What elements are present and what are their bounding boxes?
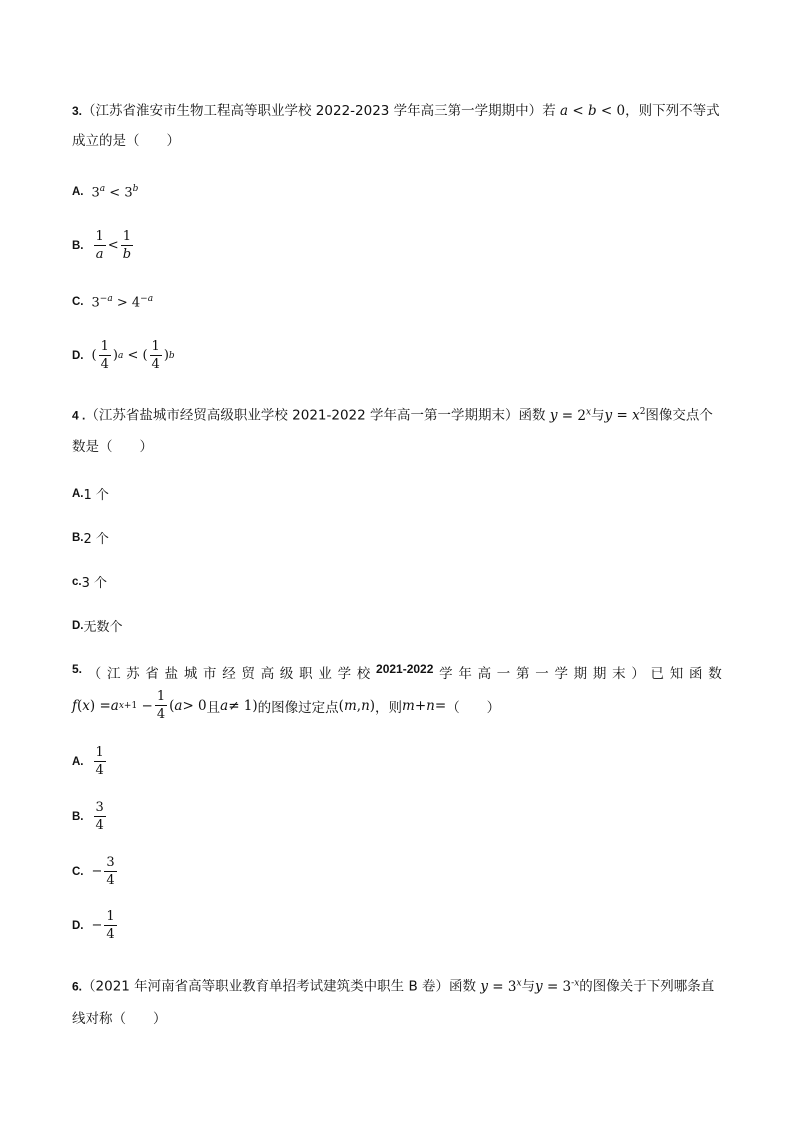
question-number: 4 . <box>72 408 86 423</box>
option-label: C. <box>72 865 84 878</box>
stem-text: 数是（ ） <box>72 439 153 455</box>
stem-text: 函数 <box>518 407 546 424</box>
question-number: 6. <box>72 979 83 994</box>
question-source: （江苏省淮安市生物工程高等职业学校 2022-2023 学年高三第一学期期中） <box>82 103 543 119</box>
option-5d[interactable]: D. − $\frac{1}{4}$ <box>72 909 115 942</box>
fraction: $\frac{1}{a}$ <box>95 229 104 262</box>
option-label: A. <box>72 755 84 768</box>
stem-text: 与 <box>591 407 605 424</box>
stem-text: 的图像关于下列哪条直 <box>579 978 715 995</box>
source-char: （ <box>87 666 102 682</box>
option-text: 2 个 <box>83 532 109 547</box>
stem-text: ，则 <box>375 699 403 716</box>
math-expression: $3^a < 3^b$ <box>91 184 139 201</box>
source-char: 职 <box>299 666 313 682</box>
option-3a[interactable] <box>72 184 138 200</box>
question-6-line-2 <box>72 1010 167 1028</box>
stem-text: 若 <box>542 103 556 119</box>
stem-text: 图像交点个 <box>645 407 713 424</box>
source-char: 学 <box>337 666 352 682</box>
question-5-line-1 <box>72 662 722 682</box>
source-char: 苏 <box>126 666 140 682</box>
fraction: $\frac{3}{4}$ <box>95 800 104 833</box>
option-3b[interactable]: B. $\frac{1}{a}$ < $\frac{1}{b}$ <box>72 229 132 262</box>
question-3-line-2 <box>72 132 180 150</box>
option-label: D. <box>72 919 84 932</box>
question-source: （2021 年河南省高等职业教育单招考试建筑类中职生 B 卷） <box>82 978 450 995</box>
source-char: 市 <box>203 666 217 682</box>
fraction: $\frac{1}{4}$ <box>156 689 166 722</box>
source-char: 学 <box>554 666 568 682</box>
question-6-line-1: 6.（2021 年河南省高等职业教育单招考试建筑类中职生 B 卷）函数 $y = 3^x$与$y = 3^{-x}$的图像关于下列哪条直 <box>72 978 715 995</box>
option-label: B. <box>72 810 84 823</box>
math-condition: a <box>559 103 569 119</box>
source-char: 经 <box>222 666 236 682</box>
source-char: 贸 <box>241 666 255 682</box>
fraction: $\frac{1}{b}$ <box>122 229 132 262</box>
option-text: 1 个 <box>83 488 109 503</box>
question-3-line-1: 3.（江苏省淮安市生物工程高等职业学校 2022-2023 学年高三第一学期期中）若 a < b < 0，则下列不等式 <box>72 103 720 119</box>
option-label: B. <box>72 531 84 544</box>
source-char: 已 <box>650 666 665 682</box>
stem-text: 函数 <box>449 978 477 995</box>
math-expression: $3^{-a} > 4^{-a}$ <box>91 294 154 311</box>
source-char: 江 <box>106 666 121 682</box>
option-5a[interactable] <box>72 744 108 779</box>
option-text: 3 个 <box>81 576 107 591</box>
source-char: 年 <box>458 666 472 682</box>
option-3d[interactable]: D. ( $\frac{1}{4}$ ) a < ( $\frac{1}{4}$ ) b <box>72 339 175 372</box>
stem-text: （ ） <box>446 699 501 716</box>
source-char: 高 <box>477 666 492 682</box>
source-char: 业 <box>318 666 332 682</box>
source-char: 第 <box>516 666 530 682</box>
source-char: ） <box>631 666 645 682</box>
option-label: D. <box>72 619 84 632</box>
option-3c[interactable] <box>72 294 153 310</box>
stem-text: 的图像过定点 <box>257 699 339 716</box>
source-char: 一 <box>535 666 549 682</box>
option-4c[interactable] <box>72 572 107 591</box>
question-number: 5. <box>72 662 83 676</box>
stem-text: ，则下列不等式 <box>625 103 720 119</box>
option-4a[interactable] <box>72 484 109 503</box>
option-4b[interactable] <box>72 528 109 547</box>
source-char: 一 <box>496 666 511 682</box>
stem-text: 线对称（ ） <box>72 1011 167 1027</box>
fraction: $\frac{3}{4}$ <box>106 855 115 888</box>
option-5b[interactable] <box>72 799 108 834</box>
source-char: 盐 <box>164 666 179 682</box>
stem-text: 与 <box>521 978 536 995</box>
option-text: 无数个 <box>83 620 123 635</box>
source-char: 末 <box>612 666 626 682</box>
option-label: A. <box>72 487 84 500</box>
option-label: C. <box>72 296 84 309</box>
option-4d[interactable] <box>72 616 123 635</box>
option-label: D. <box>72 349 84 362</box>
source-char: 知 <box>669 666 684 682</box>
source-char: 期 <box>573 666 588 682</box>
question-number: 3. <box>72 104 83 118</box>
source-char: 省 <box>145 666 159 682</box>
question-4-line-1: 4 .（江苏省盐城市经贸高级职业学校 2021-2022 学年高一第一学期期末）函数 $y = 2^x$与$y = x^2$图像交点个 <box>72 407 713 424</box>
option-5c[interactable]: C. − $\frac{3}{4}$ <box>72 855 115 888</box>
question-5-line-2: f ( x ) = a x+1 − $\frac{1}{4}$ ( a > 0 且 a ≠ 1) 的图像过定点 ( m , n ) ，则 m + n = （ ） <box>72 689 501 722</box>
source-char: 2021-2022 <box>376 662 434 676</box>
source-char: 城 <box>183 666 198 682</box>
fraction: $\frac{1}{4}$ <box>95 745 104 778</box>
option-label: c. <box>72 575 82 588</box>
source-char: 校 <box>356 666 371 682</box>
option-label: A. <box>72 186 84 199</box>
source-char: 高 <box>260 666 275 682</box>
source-char: 级 <box>279 666 294 682</box>
fraction: $\frac{1}{4}$ <box>106 909 115 942</box>
question-4-line-2 <box>72 438 153 456</box>
fraction: $\frac{1}{4}$ <box>151 339 160 372</box>
source-char: 期 <box>592 666 607 682</box>
source-char: 学 <box>439 666 453 682</box>
question-source: （江苏省盐城市经贸高级职业学校 2021-2022 学年高一第一学期期末） <box>85 407 519 424</box>
stem-text: 成立的是（ ） <box>72 133 180 149</box>
option-label: B. <box>72 239 84 252</box>
source-char: 函 <box>688 666 703 682</box>
fraction: $\frac{1}{4}$ <box>100 339 109 372</box>
source-char: 数 <box>708 666 722 682</box>
